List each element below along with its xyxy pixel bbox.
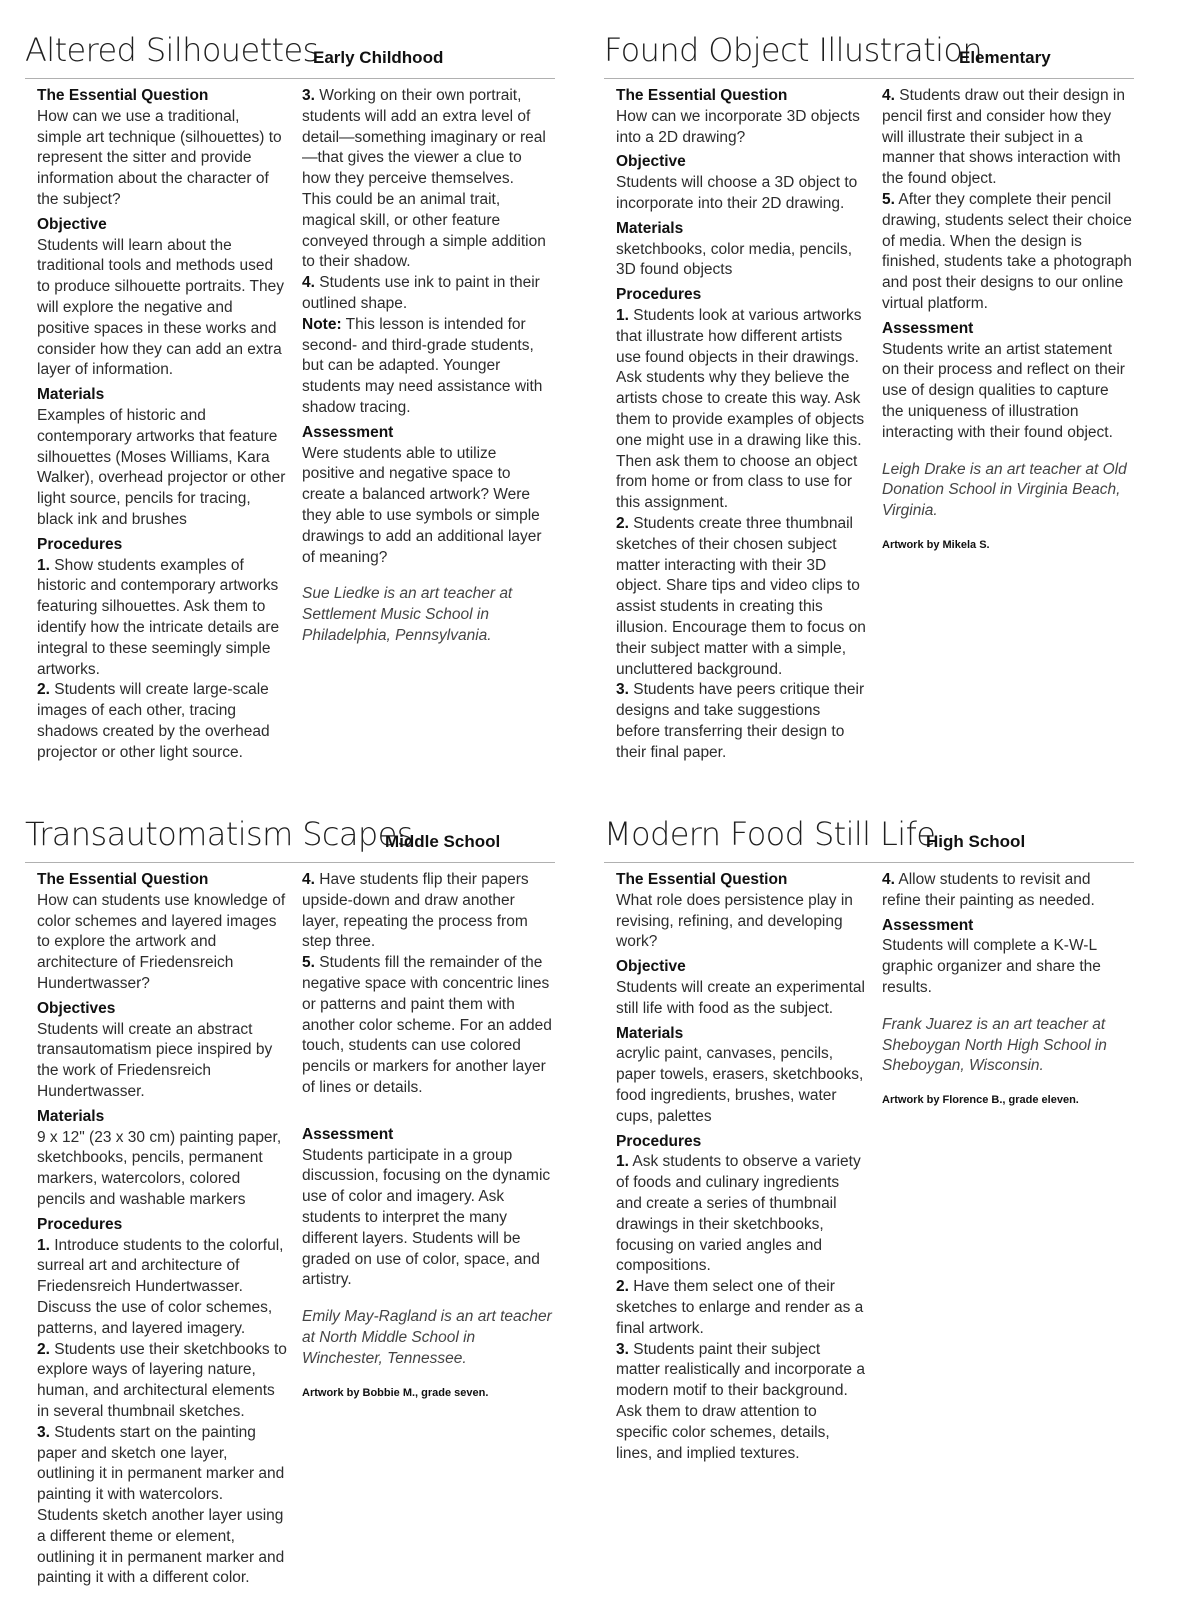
step-number: 4. <box>882 87 895 104</box>
procedures-heading: Procedures <box>37 535 123 553</box>
step-number: 4. <box>882 871 895 888</box>
procedure-step <box>302 953 552 1099</box>
step-text: Students draw out their design in pencil first and consider how they will illustrate their subject in a manner that shows interaction with the found object. <box>882 87 1125 188</box>
procedure-step <box>616 306 866 514</box>
artwork-credit: Artwork by Florence B., grade eleven. <box>882 1094 1079 1107</box>
lesson-header <box>25 812 555 863</box>
lesson-found-object-illustration <box>604 28 1134 788</box>
lesson-altered-silhouettes <box>25 28 555 788</box>
step-number: 5. <box>302 954 315 972</box>
step-text: Ask students to observe a variety of foods and culinary ingredients and create a series of thumbnail drawings in their sketchbooks, focusing on varied angles and compositions. <box>616 1153 861 1275</box>
column-right <box>882 870 1132 1107</box>
note-label: Note: <box>302 315 342 333</box>
materials-heading: Materials <box>37 386 105 404</box>
step-text: Students create three thumbnail sketches of their chosen subject matter interacting with their 3D object. Share tips and video clips to assist students in creating this illusion. Encourage them to focus on their subject matter with a simple, uncluttered background. <box>616 514 866 678</box>
step-text: After they complete their pencil drawing, students select their choice of media. When the design is finished, students take a photograph and post their designs to our online virtual platform. <box>882 190 1132 312</box>
step-text: Students use their sketchbooks to explore ways of layering nature, human, and architectural elements in several thumbnail sketches. <box>37 1340 287 1420</box>
lesson-modern-food-still-life <box>604 812 1134 1512</box>
objective-heading: Objective <box>37 215 107 233</box>
step-number: 4. <box>302 871 315 888</box>
column-left <box>37 870 287 1589</box>
objective-text: Students will create an experimental still life with food as the subject. <box>616 978 865 1017</box>
assessment-text: Students will complete a K-W-L graphic organizer and share the results. <box>882 937 1101 996</box>
lesson-title: Transautomatism Scapes <box>25 815 413 853</box>
objective-text: Students will choose a 3D object to incorporate into their 2D drawing. <box>616 174 858 212</box>
materials-text: 9 x 12" (23 x 30 cm) painting paper, sketchbooks, pencils, permanent markers, watercolors, colored pencils and washable markers <box>37 1128 282 1208</box>
materials-heading: Materials <box>616 1024 684 1042</box>
step-text: Students will create large-scale images of each other, tracing shadows created by the overhead projector or other light source. <box>37 681 270 761</box>
objective-heading: Objectives <box>37 999 116 1017</box>
objective-heading: Objective <box>616 958 686 976</box>
grade-level: High School <box>926 832 1026 851</box>
essential-question-text: How can we use a traditional, simple art technique (silhouettes) to represent the sitter and provide information about the character of the subject? <box>37 107 282 208</box>
procedure-step <box>37 1236 287 1340</box>
assessment-heading: Assessment <box>882 319 974 337</box>
objective-text: Students will create an abstract transautomatism piece inspired by the work of Friedensreich Hundertwasser. <box>37 1020 273 1100</box>
column-right <box>302 86 547 647</box>
grade-level: Middle School <box>385 832 501 851</box>
column-left <box>616 870 866 1464</box>
essential-question-text: How can we incorporate 3D objects into a 2D drawing? <box>616 107 860 146</box>
procedure-step <box>37 556 287 681</box>
lesson-transautomatism-scapes <box>25 812 555 1602</box>
step-number: 1. <box>37 1236 50 1254</box>
objective-heading: Objective <box>616 153 686 171</box>
lesson-header <box>604 812 1134 863</box>
grade-level: Early Childhood <box>313 48 444 67</box>
materials-text: sketchbooks, color media, pencils, 3D found objects <box>616 240 853 279</box>
step-text: Students fill the remainder of the negative space with concentric lines or patterns and paint them with another color scheme. For an added touch, students can use colored pencils or markers for another layer of lines or details. <box>302 954 552 1096</box>
step-text: Students paint their subject matter realistically and incorporate a modern motif to their background. Ask them to draw attention to specific color schemes, details, lines, and implied textures. <box>616 1340 865 1462</box>
step-text: Show students examples of historic and contemporary artworks featuring silhouettes. Ask them to identify how the intricate details are integral to these seemingly simple artworks. <box>37 556 280 678</box>
assessment-heading: Assessment <box>302 1125 394 1143</box>
step-text: Introduce students to the colorful, surreal art and architecture of Friedensreich Hundertwasser. Discuss the use of color schemes, patterns, and layered imagery. <box>37 1236 284 1337</box>
artwork-credit: Artwork by Mikela S. <box>882 538 990 551</box>
essential-question-heading: The Essential Question <box>616 871 788 888</box>
step-number: 1. <box>616 1153 629 1171</box>
procedure-step <box>616 1152 866 1277</box>
step-number: 1. <box>37 556 50 574</box>
step-text: Have them select one of their sketches to enlarge and render as a final artwork. <box>616 1278 864 1337</box>
step-number: 4. <box>302 274 315 292</box>
materials-heading: Materials <box>37 1107 105 1125</box>
artwork-credit: Artwork by Bobbie M., grade seven. <box>302 1386 489 1399</box>
step-number: 3. <box>302 87 315 104</box>
spacer <box>302 1099 552 1125</box>
step-number: 3. <box>616 1340 629 1358</box>
author-byline: Emily May-Ragland is an art teacher at North Middle School in Winchester, Tennessee. <box>302 1308 552 1367</box>
procedure-step <box>882 870 1132 912</box>
step-text: Students start on the painting paper and sketch one layer, outlining it in permanent marker and painting it with watercolors. Students sketch another layer using a different theme or element, outlining it in permanent marker and painting it with a different color. <box>37 1423 285 1587</box>
step-number: 2. <box>616 1278 629 1296</box>
assessment-text: Students participate in a group discussion, focusing on the dynamic use of color and imagery. Ask students to interpret the many different layers. Students will be graded on use of color, space, and artistry. <box>302 1146 551 1289</box>
lesson-title: Altered Silhouettes <box>25 31 319 69</box>
procedure-step <box>616 1340 866 1465</box>
essential-question-text: How can students use knowledge of color schemes and layered images to explore the artwork and architecture of Friedensreich Hundertwasser? <box>37 891 286 992</box>
procedure-step <box>616 1277 866 1339</box>
step-number: 3. <box>37 1423 50 1441</box>
step-text: Working on their own portrait, students will add an extra level of detail—something imaginary or real—that gives the viewer a clue to how they perceive themselves. This could be an animal trait, magical skill, or other feature conveyed through a simple addition to their shadow. <box>302 87 546 271</box>
procedures-heading: Procedures <box>616 1132 702 1150</box>
essential-question-heading: The Essential Question <box>37 871 209 888</box>
assessment-heading: Assessment <box>302 423 394 441</box>
procedures-heading: Procedures <box>616 286 702 304</box>
step-number: 2. <box>37 1340 50 1358</box>
step-number: 3. <box>616 681 629 699</box>
essential-question-text: What role does persistence play in revising, refining, and developing work? <box>616 891 853 951</box>
lesson-title: Found Object Illustration <box>604 31 983 69</box>
assessment-text: Were students able to utilize positive and negative space to create a balanced artwork? Were they able to use symbols or simple drawings to add an additional layer of meaning? <box>302 444 542 566</box>
procedure-step <box>882 86 1132 190</box>
note <box>302 315 547 419</box>
assessment-text: Students write an artist statement on their process and reflect on their use of design qualities to capture the uniqueness of illustration interacting with their found object. <box>882 340 1125 441</box>
procedure-step <box>302 86 547 273</box>
grade-level: Elementary <box>959 48 1051 67</box>
materials-heading: Materials <box>616 219 684 237</box>
author-byline: Leigh Drake is an art teacher at Old Donation School in Virginia Beach, Virginia. <box>882 460 1127 520</box>
author-byline: Frank Juarez is an art teacher at Sheboygan North High School in Sheboygan, Wisconsin. <box>882 1015 1107 1075</box>
lesson-header <box>25 28 555 79</box>
step-number: 1. <box>616 306 629 324</box>
step-text: Students use ink to paint in their outlined shape. <box>302 274 540 312</box>
column-left <box>616 86 866 764</box>
essential-question-heading: The Essential Question <box>37 87 209 104</box>
lesson-header <box>604 28 1134 79</box>
lesson-title: Modern Food Still Life <box>604 815 936 853</box>
procedure-step <box>302 273 547 315</box>
procedure-step <box>882 190 1132 315</box>
column-right <box>302 870 552 1400</box>
essential-question-heading: The Essential Question <box>616 87 788 104</box>
step-number: 5. <box>882 190 895 208</box>
procedure-step <box>37 1423 287 1589</box>
procedure-step <box>37 680 287 763</box>
procedures-heading: Procedures <box>37 1215 123 1233</box>
materials-text: Examples of historic and contemporary artworks that feature silhouettes (Moses Williams, Kara Walker), overhead projector or other light source, pencils for tracing, black ink and brushes <box>37 406 286 528</box>
step-text: Allow students to revisit and refine their painting as needed. <box>882 871 1095 909</box>
procedure-step <box>37 1340 287 1423</box>
column-right <box>882 86 1132 552</box>
step-number: 2. <box>616 514 629 532</box>
materials-text: acrylic paint, canvases, pencils, paper towels, erasers, sketchbooks, food ingredients, brushes, water cups, palettes <box>616 1045 864 1125</box>
procedure-step <box>616 680 866 763</box>
procedure-step <box>616 514 866 680</box>
note-text: This lesson is intended for second- and third-grade students, but can be adapted. Younger students may need assistance with shadow tracing. <box>302 315 543 416</box>
column-left <box>37 86 287 764</box>
procedure-step <box>302 870 552 953</box>
author-byline: Sue Liedke is an art teacher at Settlement Music School in Philadelphia, Pennsylvania. <box>302 585 513 644</box>
step-text: Students look at various artworks that illustrate how different artists use found objects in their drawings. Ask students why they believe the artists chose to create this way. Ask them to provide examples of objects one might use in a drawing like this. Then ask them to choose an object from home or from class to use for this assignment. <box>616 306 865 512</box>
objective-text: Students will learn about the traditional tools and methods used to produce silhouette portraits. They will explore the negative and positive spaces in these works and consider how they can add an extra layer of information. <box>37 236 284 379</box>
step-number: 2. <box>37 681 50 699</box>
step-text: Have students flip their papers upside-down and draw another layer, repeating the process from step three. <box>302 871 529 951</box>
step-text: Students have peers critique their designs and take suggestions before transferring their design to their final paper. <box>616 681 865 761</box>
assessment-heading: Assessment <box>882 916 974 934</box>
